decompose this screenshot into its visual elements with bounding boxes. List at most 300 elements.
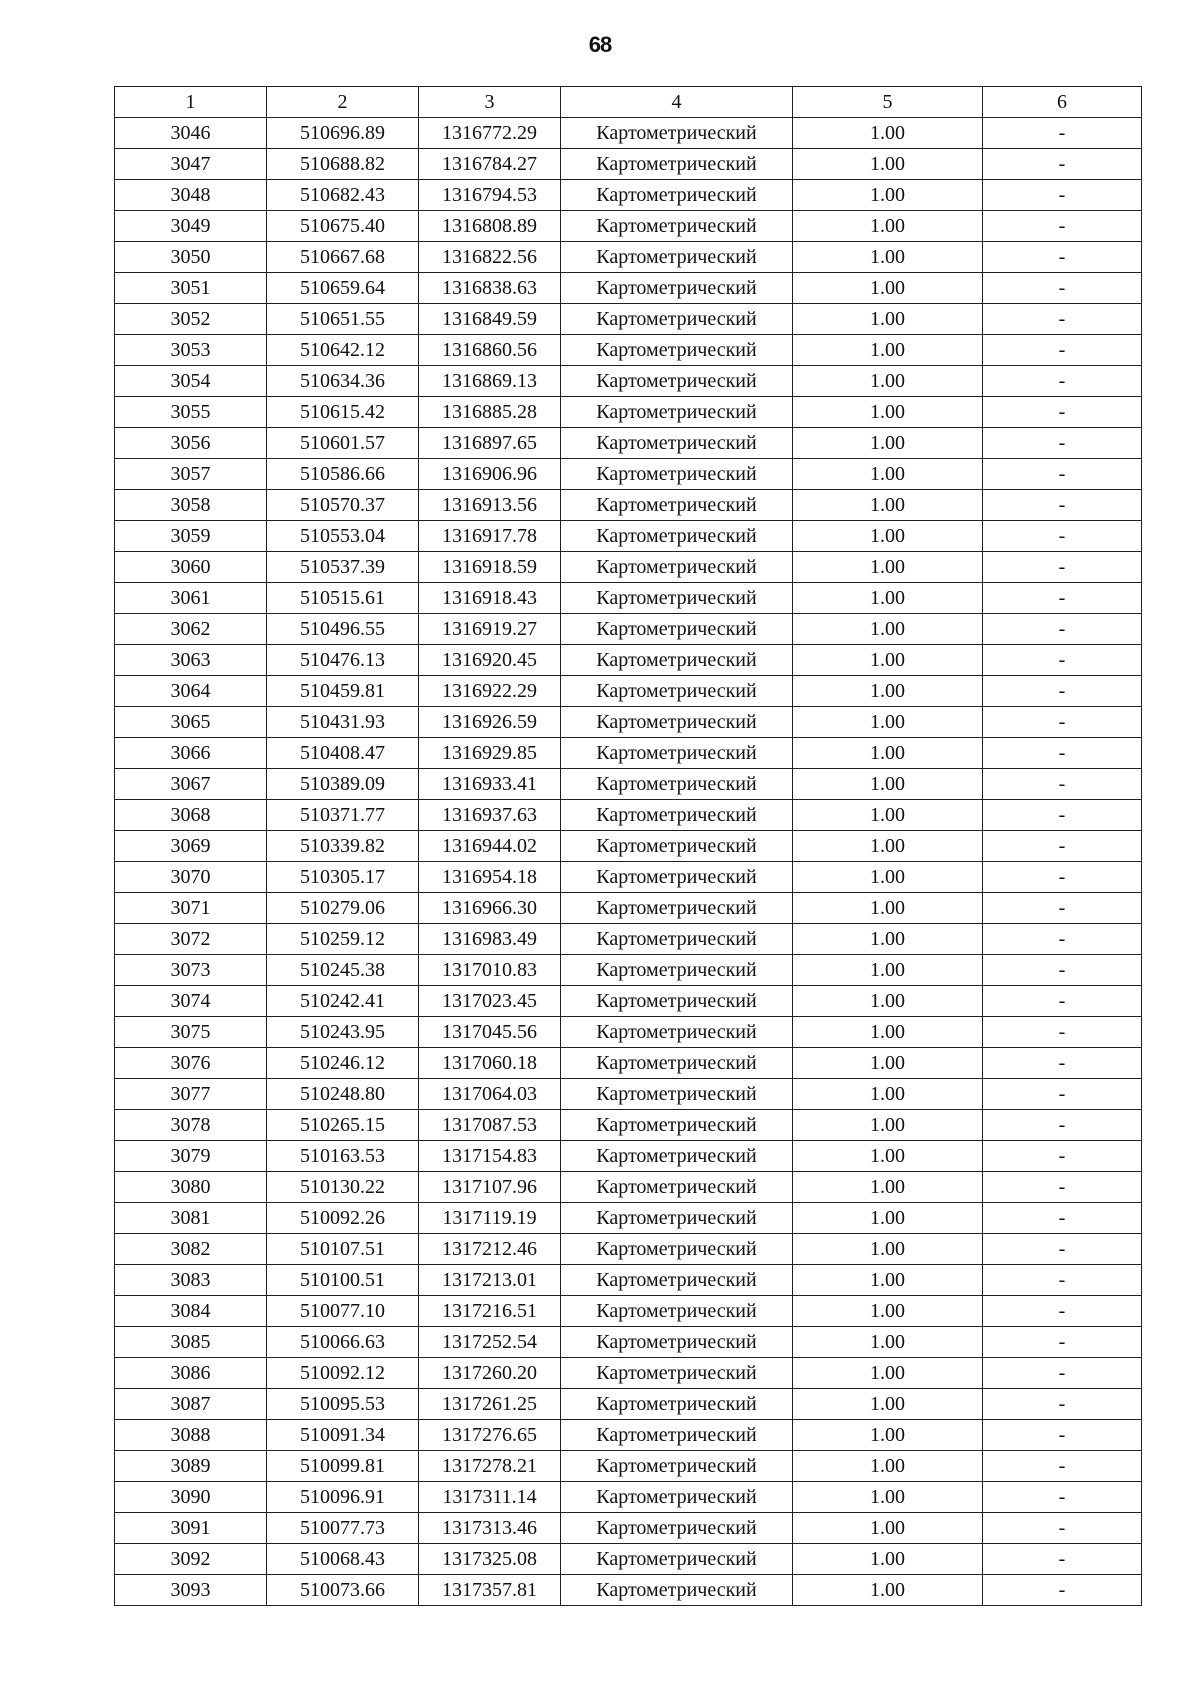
method-cell: Картометрический	[561, 1017, 793, 1048]
description-cell: -	[983, 1420, 1142, 1451]
method-cell: Картометрический	[561, 955, 793, 986]
description-cell: -	[983, 1482, 1142, 1513]
method-cell: Картометрический	[561, 986, 793, 1017]
accuracy-cell: 1.00	[793, 645, 983, 676]
x-coordinate-cell: 510667.68	[267, 242, 419, 273]
method-cell: Картометрический	[561, 707, 793, 738]
description-cell: -	[983, 273, 1142, 304]
y-coordinate-cell: 1316822.56	[419, 242, 561, 273]
method-cell: Картометрический	[561, 1048, 793, 1079]
point-number-cell: 3054	[115, 366, 267, 397]
description-cell: -	[983, 459, 1142, 490]
method-cell: Картометрический	[561, 1513, 793, 1544]
point-number-cell: 3051	[115, 273, 267, 304]
y-coordinate-cell: 1316929.85	[419, 738, 561, 769]
point-number-cell: 3056	[115, 428, 267, 459]
point-number-cell: 3048	[115, 180, 267, 211]
method-cell: Картометрический	[561, 490, 793, 521]
x-coordinate-cell: 510107.51	[267, 1234, 419, 1265]
y-coordinate-cell: 1316784.27	[419, 149, 561, 180]
y-coordinate-cell: 1316918.59	[419, 552, 561, 583]
table-row	[115, 1234, 1142, 1265]
x-coordinate-cell: 510515.61	[267, 583, 419, 614]
table-row	[115, 1389, 1142, 1420]
point-number-cell: 3046	[115, 118, 267, 149]
point-number-cell: 3088	[115, 1420, 267, 1451]
accuracy-cell: 1.00	[793, 273, 983, 304]
table-row	[115, 1451, 1142, 1482]
description-cell: -	[983, 1389, 1142, 1420]
method-cell: Картометрический	[561, 118, 793, 149]
point-number-cell: 3067	[115, 769, 267, 800]
accuracy-cell: 1.00	[793, 1265, 983, 1296]
method-cell: Картометрический	[561, 1544, 793, 1575]
y-coordinate-cell: 1317087.53	[419, 1110, 561, 1141]
point-number-cell: 3076	[115, 1048, 267, 1079]
accuracy-cell: 1.00	[793, 459, 983, 490]
method-cell: Картометрический	[561, 211, 793, 242]
table-row	[115, 800, 1142, 831]
method-cell: Картометрический	[561, 1451, 793, 1482]
table-row	[115, 1141, 1142, 1172]
accuracy-cell: 1.00	[793, 831, 983, 862]
method-cell: Картометрический	[561, 335, 793, 366]
method-cell: Картометрический	[561, 738, 793, 769]
y-coordinate-cell: 1316954.18	[419, 862, 561, 893]
point-number-cell: 3073	[115, 955, 267, 986]
description-cell: -	[983, 118, 1142, 149]
y-coordinate-cell: 1316838.63	[419, 273, 561, 304]
y-coordinate-cell: 1317357.81	[419, 1575, 561, 1606]
point-number-cell: 3082	[115, 1234, 267, 1265]
accuracy-cell: 1.00	[793, 1482, 983, 1513]
description-cell: -	[983, 149, 1142, 180]
description-cell: -	[983, 552, 1142, 583]
point-number-cell: 3071	[115, 893, 267, 924]
x-coordinate-cell: 510259.12	[267, 924, 419, 955]
x-coordinate-cell: 510248.80	[267, 1079, 419, 1110]
method-cell: Картометрический	[561, 1172, 793, 1203]
x-coordinate-cell: 510095.53	[267, 1389, 419, 1420]
accuracy-cell: 1.00	[793, 304, 983, 335]
table-row	[115, 676, 1142, 707]
point-number-cell: 3072	[115, 924, 267, 955]
page-number: 68	[588, 32, 612, 57]
point-number-cell: 3055	[115, 397, 267, 428]
description-cell: -	[983, 304, 1142, 335]
method-cell: Картометрический	[561, 1327, 793, 1358]
y-coordinate-cell: 1316917.78	[419, 521, 561, 552]
accuracy-cell: 1.00	[793, 1172, 983, 1203]
description-cell: -	[983, 180, 1142, 211]
point-number-cell: 3074	[115, 986, 267, 1017]
method-cell: Картометрический	[561, 1358, 793, 1389]
method-cell: Картометрический	[561, 273, 793, 304]
table-row	[115, 1420, 1142, 1451]
point-number-cell: 3053	[115, 335, 267, 366]
table-row	[115, 1544, 1142, 1575]
accuracy-cell: 1.00	[793, 397, 983, 428]
y-coordinate-cell: 1316849.59	[419, 304, 561, 335]
method-cell: Картометрический	[561, 893, 793, 924]
method-cell: Картометрический	[561, 180, 793, 211]
y-coordinate-cell: 1317045.56	[419, 1017, 561, 1048]
description-cell: -	[983, 1327, 1142, 1358]
method-cell: Картометрический	[561, 552, 793, 583]
y-coordinate-cell: 1317154.83	[419, 1141, 561, 1172]
y-coordinate-cell: 1317260.20	[419, 1358, 561, 1389]
point-number-cell: 3093	[115, 1575, 267, 1606]
x-coordinate-cell: 510570.37	[267, 490, 419, 521]
x-coordinate-cell: 510077.10	[267, 1296, 419, 1327]
accuracy-cell: 1.00	[793, 1420, 983, 1451]
table-row	[115, 1482, 1142, 1513]
method-cell: Картометрический	[561, 242, 793, 273]
x-coordinate-cell: 510675.40	[267, 211, 419, 242]
accuracy-cell: 1.00	[793, 1048, 983, 1079]
x-coordinate-cell: 510688.82	[267, 149, 419, 180]
y-coordinate-cell: 1316966.30	[419, 893, 561, 924]
method-cell: Картометрический	[561, 1203, 793, 1234]
description-cell: -	[983, 1575, 1142, 1606]
description-cell: -	[983, 1203, 1142, 1234]
y-coordinate-cell: 1317325.08	[419, 1544, 561, 1575]
point-number-cell: 3086	[115, 1358, 267, 1389]
table-row	[115, 769, 1142, 800]
method-cell: Картометрический	[561, 459, 793, 490]
point-number-cell: 3050	[115, 242, 267, 273]
x-coordinate-cell: 510537.39	[267, 552, 419, 583]
accuracy-cell: 1.00	[793, 1141, 983, 1172]
description-cell: -	[983, 800, 1142, 831]
accuracy-cell: 1.00	[793, 1389, 983, 1420]
x-coordinate-cell: 510163.53	[267, 1141, 419, 1172]
point-number-cell: 3057	[115, 459, 267, 490]
table-row	[115, 490, 1142, 521]
description-cell: -	[983, 769, 1142, 800]
method-cell: Картометрический	[561, 1389, 793, 1420]
accuracy-cell: 1.00	[793, 242, 983, 273]
description-cell: -	[983, 1265, 1142, 1296]
description-cell: -	[983, 707, 1142, 738]
x-coordinate-cell: 510245.38	[267, 955, 419, 986]
table-row	[115, 738, 1142, 769]
description-cell: -	[983, 1358, 1142, 1389]
header-row	[115, 87, 1142, 118]
accuracy-cell: 1.00	[793, 1079, 983, 1110]
description-cell: -	[983, 645, 1142, 676]
accuracy-cell: 1.00	[793, 1234, 983, 1265]
table-row	[115, 397, 1142, 428]
y-coordinate-cell: 1317119.19	[419, 1203, 561, 1234]
method-cell: Картометрический	[561, 862, 793, 893]
method-cell: Картометрический	[561, 1265, 793, 1296]
description-cell: -	[983, 1451, 1142, 1482]
table-body	[115, 118, 1142, 1606]
x-coordinate-cell: 510243.95	[267, 1017, 419, 1048]
accuracy-cell: 1.00	[793, 986, 983, 1017]
column-header: 3	[419, 87, 561, 118]
description-cell: -	[983, 335, 1142, 366]
y-coordinate-cell: 1316885.28	[419, 397, 561, 428]
description-cell: -	[983, 211, 1142, 242]
accuracy-cell: 1.00	[793, 614, 983, 645]
y-coordinate-cell: 1317010.83	[419, 955, 561, 986]
y-coordinate-cell: 1316919.27	[419, 614, 561, 645]
y-coordinate-cell: 1316922.29	[419, 676, 561, 707]
description-cell: -	[983, 1513, 1142, 1544]
description-cell: -	[983, 893, 1142, 924]
x-coordinate-cell: 510279.06	[267, 893, 419, 924]
y-coordinate-cell: 1317212.46	[419, 1234, 561, 1265]
y-coordinate-cell: 1317216.51	[419, 1296, 561, 1327]
x-coordinate-cell: 510642.12	[267, 335, 419, 366]
x-coordinate-cell: 510601.57	[267, 428, 419, 459]
method-cell: Картометрический	[561, 1420, 793, 1451]
point-number-cell: 3081	[115, 1203, 267, 1234]
accuracy-cell: 1.00	[793, 1575, 983, 1606]
y-coordinate-cell: 1317261.25	[419, 1389, 561, 1420]
description-cell: -	[983, 428, 1142, 459]
x-coordinate-cell: 510651.55	[267, 304, 419, 335]
point-number-cell: 3063	[115, 645, 267, 676]
accuracy-cell: 1.00	[793, 955, 983, 986]
table-row	[115, 335, 1142, 366]
table-row	[115, 986, 1142, 1017]
description-cell: -	[983, 738, 1142, 769]
method-cell: Картометрический	[561, 1079, 793, 1110]
x-coordinate-cell: 510431.93	[267, 707, 419, 738]
y-coordinate-cell: 1316913.56	[419, 490, 561, 521]
point-number-cell: 3090	[115, 1482, 267, 1513]
table-row	[115, 211, 1142, 242]
table-row	[115, 428, 1142, 459]
point-number-cell: 3070	[115, 862, 267, 893]
method-cell: Картометрический	[561, 1296, 793, 1327]
x-coordinate-cell: 510077.73	[267, 1513, 419, 1544]
accuracy-cell: 1.00	[793, 800, 983, 831]
y-coordinate-cell: 1317276.65	[419, 1420, 561, 1451]
description-cell: -	[983, 986, 1142, 1017]
y-coordinate-cell: 1316937.63	[419, 800, 561, 831]
accuracy-cell: 1.00	[793, 335, 983, 366]
point-number-cell: 3085	[115, 1327, 267, 1358]
x-coordinate-cell: 510242.41	[267, 986, 419, 1017]
y-coordinate-cell: 1316897.65	[419, 428, 561, 459]
description-cell: -	[983, 397, 1142, 428]
x-coordinate-cell: 510371.77	[267, 800, 419, 831]
description-cell: -	[983, 862, 1142, 893]
point-number-cell: 3060	[115, 552, 267, 583]
accuracy-cell: 1.00	[793, 1110, 983, 1141]
y-coordinate-cell: 1316860.56	[419, 335, 561, 366]
table-row	[115, 862, 1142, 893]
accuracy-cell: 1.00	[793, 490, 983, 521]
column-header: 4	[561, 87, 793, 118]
table-row	[115, 459, 1142, 490]
description-cell: -	[983, 831, 1142, 862]
point-number-cell: 3065	[115, 707, 267, 738]
description-cell: -	[983, 1544, 1142, 1575]
accuracy-cell: 1.00	[793, 1296, 983, 1327]
method-cell: Картометрический	[561, 1482, 793, 1513]
y-coordinate-cell: 1317313.46	[419, 1513, 561, 1544]
y-coordinate-cell: 1316794.53	[419, 180, 561, 211]
accuracy-cell: 1.00	[793, 1017, 983, 1048]
table-row	[115, 1327, 1142, 1358]
y-coordinate-cell: 1316808.89	[419, 211, 561, 242]
table-row	[115, 242, 1142, 273]
y-coordinate-cell: 1317107.96	[419, 1172, 561, 1203]
point-number-cell: 3068	[115, 800, 267, 831]
table-row	[115, 1513, 1142, 1544]
method-cell: Картометрический	[561, 924, 793, 955]
x-coordinate-cell: 510092.26	[267, 1203, 419, 1234]
point-number-cell: 3058	[115, 490, 267, 521]
point-number-cell: 3069	[115, 831, 267, 862]
y-coordinate-cell: 1316933.41	[419, 769, 561, 800]
table-row	[115, 273, 1142, 304]
table-row	[115, 1048, 1142, 1079]
method-cell: Картометрический	[561, 831, 793, 862]
point-number-cell: 3075	[115, 1017, 267, 1048]
description-cell: -	[983, 1172, 1142, 1203]
description-cell: -	[983, 242, 1142, 273]
accuracy-cell: 1.00	[793, 769, 983, 800]
table-row	[115, 1079, 1142, 1110]
method-cell: Картометрический	[561, 614, 793, 645]
x-coordinate-cell: 510586.66	[267, 459, 419, 490]
point-number-cell: 3078	[115, 1110, 267, 1141]
x-coordinate-cell: 510408.47	[267, 738, 419, 769]
description-cell: -	[983, 676, 1142, 707]
table-row	[115, 583, 1142, 614]
y-coordinate-cell: 1317064.03	[419, 1079, 561, 1110]
table-row	[115, 118, 1142, 149]
accuracy-cell: 1.00	[793, 893, 983, 924]
accuracy-cell: 1.00	[793, 211, 983, 242]
description-cell: -	[983, 955, 1142, 986]
coordinates-table	[114, 86, 1142, 1606]
accuracy-cell: 1.00	[793, 180, 983, 211]
table-row	[115, 955, 1142, 986]
table-row	[115, 521, 1142, 552]
description-cell: -	[983, 490, 1142, 521]
method-cell: Картометрический	[561, 1141, 793, 1172]
description-cell: -	[983, 1141, 1142, 1172]
table-row	[115, 1296, 1142, 1327]
accuracy-cell: 1.00	[793, 1203, 983, 1234]
y-coordinate-cell: 1316772.29	[419, 118, 561, 149]
description-cell: -	[983, 1296, 1142, 1327]
y-coordinate-cell: 1317213.01	[419, 1265, 561, 1296]
x-coordinate-cell: 510099.81	[267, 1451, 419, 1482]
accuracy-cell: 1.00	[793, 924, 983, 955]
table-row	[115, 366, 1142, 397]
accuracy-cell: 1.00	[793, 149, 983, 180]
column-header: 6	[983, 87, 1142, 118]
point-number-cell: 3092	[115, 1544, 267, 1575]
description-cell: -	[983, 366, 1142, 397]
y-coordinate-cell: 1317023.45	[419, 986, 561, 1017]
x-coordinate-cell: 510130.22	[267, 1172, 419, 1203]
point-number-cell: 3080	[115, 1172, 267, 1203]
x-coordinate-cell: 510265.15	[267, 1110, 419, 1141]
description-cell: -	[983, 1017, 1142, 1048]
y-coordinate-cell: 1317252.54	[419, 1327, 561, 1358]
x-coordinate-cell: 510100.51	[267, 1265, 419, 1296]
description-cell: -	[983, 1079, 1142, 1110]
method-cell: Картометрический	[561, 645, 793, 676]
method-cell: Картометрический	[561, 366, 793, 397]
table-row	[115, 893, 1142, 924]
table-row	[115, 149, 1142, 180]
y-coordinate-cell: 1317278.21	[419, 1451, 561, 1482]
table-row	[115, 552, 1142, 583]
method-cell: Картометрический	[561, 583, 793, 614]
point-number-cell: 3049	[115, 211, 267, 242]
table-row	[115, 1203, 1142, 1234]
column-header: 2	[267, 87, 419, 118]
point-number-cell: 3047	[115, 149, 267, 180]
method-cell: Картометрический	[561, 1110, 793, 1141]
x-coordinate-cell: 510339.82	[267, 831, 419, 862]
description-cell: -	[983, 924, 1142, 955]
table-row	[115, 304, 1142, 335]
point-number-cell: 3087	[115, 1389, 267, 1420]
x-coordinate-cell: 510092.12	[267, 1358, 419, 1389]
x-coordinate-cell: 510068.43	[267, 1544, 419, 1575]
point-number-cell: 3062	[115, 614, 267, 645]
description-cell: -	[983, 1110, 1142, 1141]
accuracy-cell: 1.00	[793, 1451, 983, 1482]
y-coordinate-cell: 1316918.43	[419, 583, 561, 614]
point-number-cell: 3091	[115, 1513, 267, 1544]
point-number-cell: 3077	[115, 1079, 267, 1110]
point-number-cell: 3061	[115, 583, 267, 614]
y-coordinate-cell: 1316920.45	[419, 645, 561, 676]
accuracy-cell: 1.00	[793, 552, 983, 583]
x-coordinate-cell: 510553.04	[267, 521, 419, 552]
x-coordinate-cell: 510073.66	[267, 1575, 419, 1606]
point-number-cell: 3064	[115, 676, 267, 707]
x-coordinate-cell: 510634.36	[267, 366, 419, 397]
method-cell: Картометрический	[561, 304, 793, 335]
description-cell: -	[983, 614, 1142, 645]
y-coordinate-cell: 1317311.14	[419, 1482, 561, 1513]
point-number-cell: 3079	[115, 1141, 267, 1172]
x-coordinate-cell: 510246.12	[267, 1048, 419, 1079]
table-row	[115, 1172, 1142, 1203]
x-coordinate-cell: 510459.81	[267, 676, 419, 707]
method-cell: Картометрический	[561, 676, 793, 707]
table-row	[115, 924, 1142, 955]
table-row	[115, 1110, 1142, 1141]
method-cell: Картометрический	[561, 1234, 793, 1265]
y-coordinate-cell: 1316926.59	[419, 707, 561, 738]
method-cell: Картометрический	[561, 521, 793, 552]
x-coordinate-cell: 510096.91	[267, 1482, 419, 1513]
accuracy-cell: 1.00	[793, 676, 983, 707]
method-cell: Картометрический	[561, 397, 793, 428]
accuracy-cell: 1.00	[793, 118, 983, 149]
y-coordinate-cell: 1316906.96	[419, 459, 561, 490]
x-coordinate-cell: 510696.89	[267, 118, 419, 149]
method-cell: Картометрический	[561, 428, 793, 459]
y-coordinate-cell: 1316869.13	[419, 366, 561, 397]
y-coordinate-cell: 1317060.18	[419, 1048, 561, 1079]
point-number-cell: 3083	[115, 1265, 267, 1296]
